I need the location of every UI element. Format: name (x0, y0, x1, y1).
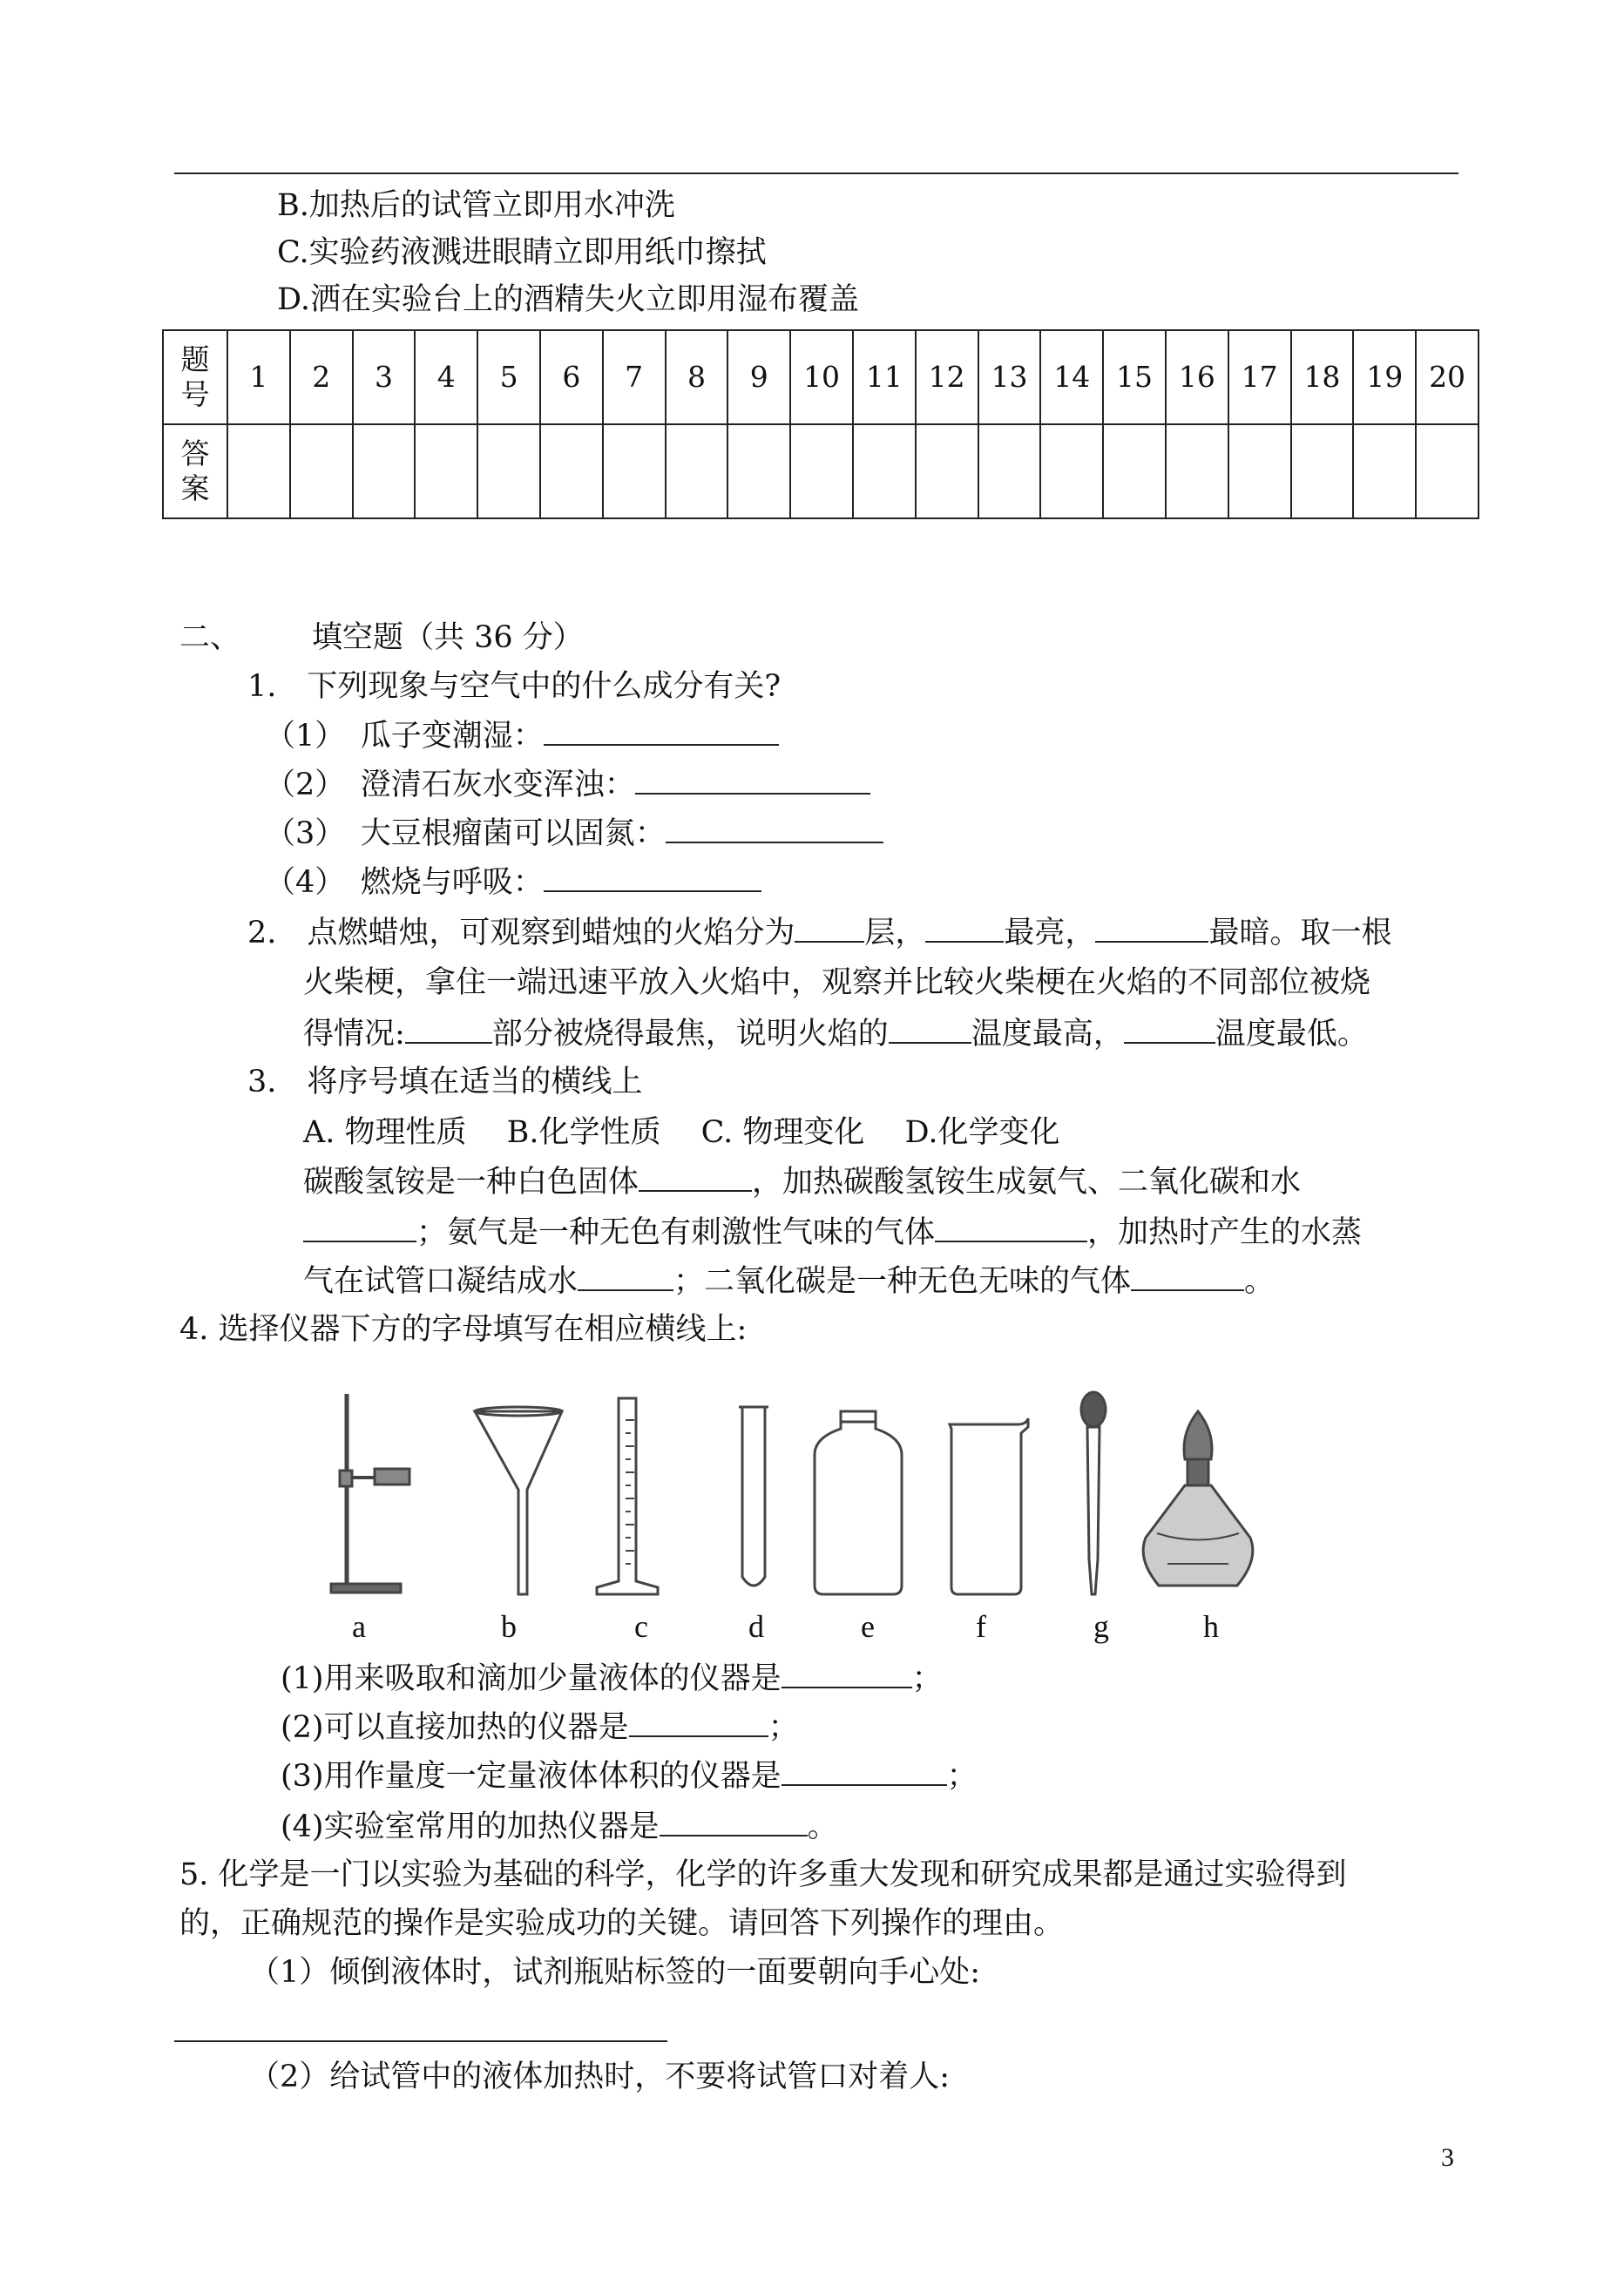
number-cell: 1 (227, 330, 290, 424)
answer-cell[interactable] (1353, 424, 1416, 518)
option-c: C.实验药液溅进眼睛立即用纸巾擦拭 (277, 235, 767, 270)
number-cell: 20 (1416, 330, 1479, 424)
answer-blank[interactable] (405, 1016, 492, 1044)
label-c: c (634, 1609, 648, 1644)
number-cell: 9 (727, 330, 790, 424)
number-cell: 7 (603, 330, 666, 424)
top-rule (174, 172, 1458, 174)
answer-blank[interactable] (303, 1214, 416, 1242)
answer-blank[interactable] (544, 718, 779, 746)
option-b: B.加热后的试管立即用水冲洗 (277, 188, 675, 223)
answer-cell[interactable] (603, 424, 666, 518)
label-b: b (501, 1609, 517, 1644)
answer-blank[interactable] (1095, 915, 1208, 943)
q1-item-3: （3） 大豆根瘤菌可以固氮： (265, 815, 883, 851)
number-cell: 16 (1166, 330, 1228, 424)
apparatus-figure (314, 1385, 1298, 1603)
q3-line-1: 碳酸氢铵是一种白色固体 ，加热碳酸氢铵生成氨气、二氧化碳和水 (303, 1165, 1302, 1200)
q4-item-4: (4)实验室常用的加热仪器是 。 (281, 1809, 838, 1844)
q5-line-2: 的，正确规范的操作是实验成功的关键。请回答下列操作的理由。 (179, 1906, 1065, 1941)
number-cell: 11 (853, 330, 916, 424)
answer-blank[interactable] (1124, 1016, 1215, 1044)
answer-blank[interactable] (578, 1263, 673, 1291)
number-cell: 18 (1291, 330, 1354, 424)
q3-stem: 3. 将序号填在适当的横线上 (247, 1065, 643, 1099)
answer-line[interactable] (174, 2040, 667, 2042)
number-cell: 12 (916, 330, 978, 424)
q5-line-1: 5. 化学是一门以实验为基础的科学，化学的许多重大发现和研究成果都是通过实验得到 (179, 1857, 1347, 1892)
answer-blank[interactable] (629, 1709, 768, 1737)
answer-blank[interactable] (1131, 1263, 1244, 1291)
label-e: e (861, 1609, 875, 1644)
q2-line-1: 2. 点燃蜡烛，可观察到蜡烛的火焰分为 层， 最亮， 最暗。取一根 (247, 916, 1392, 950)
answer-blank[interactable] (660, 1809, 808, 1836)
answer-cell[interactable] (853, 424, 916, 518)
answer-cell[interactable] (227, 424, 290, 518)
answer-cell[interactable] (1040, 424, 1103, 518)
answer-cell[interactable] (790, 424, 853, 518)
answer-blank[interactable] (925, 915, 1004, 943)
answer-blank[interactable] (795, 915, 864, 943)
answer-cell[interactable] (727, 424, 790, 518)
answer-blank[interactable] (666, 815, 883, 843)
reagent-bottle-icon (815, 1411, 902, 1594)
q4-item-3: (3)用作量度一定量液体体积的仪器是 ； (281, 1759, 978, 1794)
number-cell: 6 (540, 330, 603, 424)
header-cell: 答案 (163, 424, 227, 518)
q1-item-4: （4） 燃烧与呼吸： (265, 864, 761, 900)
dropper-icon (1081, 1392, 1106, 1594)
number-cell: 2 (290, 330, 353, 424)
q5-sub-1: （1）倾倒液体时，试剂瓶贴标签的一面要朝向手心处: (249, 1955, 981, 1990)
page-number: 3 (1441, 2143, 1454, 2172)
number-cell: 10 (790, 330, 853, 424)
label-g: g (1093, 1609, 1109, 1644)
q3-options: A. 物理性质 B.化学性质 C. 物理变化 D.化学变化 (303, 1115, 1060, 1150)
q4-item-1: (1)用来吸取和滴加少量液体的仪器是 ； (281, 1661, 943, 1696)
answer-cell[interactable] (916, 424, 978, 518)
answer-cell[interactable] (415, 424, 477, 518)
answer-cell[interactable] (290, 424, 353, 518)
q1-item-2: （2） 澄清石灰水变浑浊： (265, 767, 870, 802)
number-cell: 3 (353, 330, 416, 424)
section-number: 二、 (179, 620, 241, 655)
answer-cell[interactable] (1166, 424, 1228, 518)
iron-stand-icon (331, 1394, 409, 1593)
answer-cell[interactable] (1416, 424, 1479, 518)
alcohol-lamp-icon (1143, 1411, 1253, 1586)
number-cell: 14 (1040, 330, 1103, 424)
number-cell: 19 (1353, 330, 1416, 424)
test-tube-icon (739, 1407, 768, 1586)
label-d: d (748, 1609, 764, 1644)
answer-cell[interactable] (477, 424, 540, 518)
beaker-icon (950, 1418, 1028, 1594)
q3-line-3: 气在试管口凝结成水 ；二氧化碳是一种无色无味的气体 。 (303, 1264, 1276, 1299)
answer-cell[interactable] (1228, 424, 1291, 518)
number-cell: 5 (477, 330, 540, 424)
option-d: D.洒在实验台上的酒精失火立即用湿布覆盖 (277, 282, 859, 317)
number-cell: 8 (666, 330, 728, 424)
q2-line-2: 火柴梗，拿住一端迅速平放入火焰中，观察并比较火柴梗在火焰的不同部位被烧 (303, 965, 1371, 1000)
answer-cell[interactable] (353, 424, 416, 518)
number-cell: 13 (978, 330, 1041, 424)
answer-cell[interactable] (540, 424, 603, 518)
q1-item-1: （1） 瓜子变潮湿： (265, 718, 779, 754)
header-cell: 题号 (163, 330, 227, 424)
label-h: h (1203, 1609, 1219, 1644)
label-f: f (976, 1609, 986, 1644)
number-cell: 17 (1228, 330, 1291, 424)
label-a: a (352, 1609, 366, 1644)
number-cell: 15 (1103, 330, 1166, 424)
answer-blank[interactable] (935, 1214, 1087, 1242)
answer-blank[interactable] (889, 1016, 971, 1044)
q2-line-3: 得情况: 部分被烧得最焦，说明火焰的 温度最高， 温度最低。 (303, 1017, 1368, 1052)
answer-table (162, 329, 1479, 519)
answer-cell[interactable] (1103, 424, 1166, 518)
answer-blank[interactable] (782, 1661, 912, 1688)
q4-item-2: (2)可以直接加热的仪器是 ； (281, 1710, 799, 1745)
funnel-icon (475, 1407, 562, 1594)
answer-blank[interactable] (635, 767, 870, 795)
graduated-cylinder-icon (597, 1398, 658, 1594)
q4-stem: 4. 选择仪器下方的字母填写在相应横线上: (179, 1312, 748, 1347)
section-title: 填空题（共 36 分） (312, 620, 584, 655)
q5-sub-2: （2）给试管中的液体加热时，不要将试管口对着人: (249, 2060, 951, 2094)
answer-blank[interactable] (544, 864, 761, 892)
answer-row (163, 424, 1479, 518)
number-row (163, 330, 1479, 424)
answer-cell[interactable] (978, 424, 1041, 518)
q3-line-2: ；氨气是一种无色有刺激性气味的气体 ，加热时产生的水蒸 (303, 1214, 1362, 1250)
answer-blank[interactable] (639, 1164, 752, 1192)
q1-stem: 1. 下列现象与空气中的什么成分有关? (247, 669, 782, 704)
answer-blank[interactable] (782, 1758, 947, 1786)
number-cell: 4 (415, 330, 477, 424)
answer-cell[interactable] (666, 424, 728, 518)
answer-cell[interactable] (1291, 424, 1354, 518)
